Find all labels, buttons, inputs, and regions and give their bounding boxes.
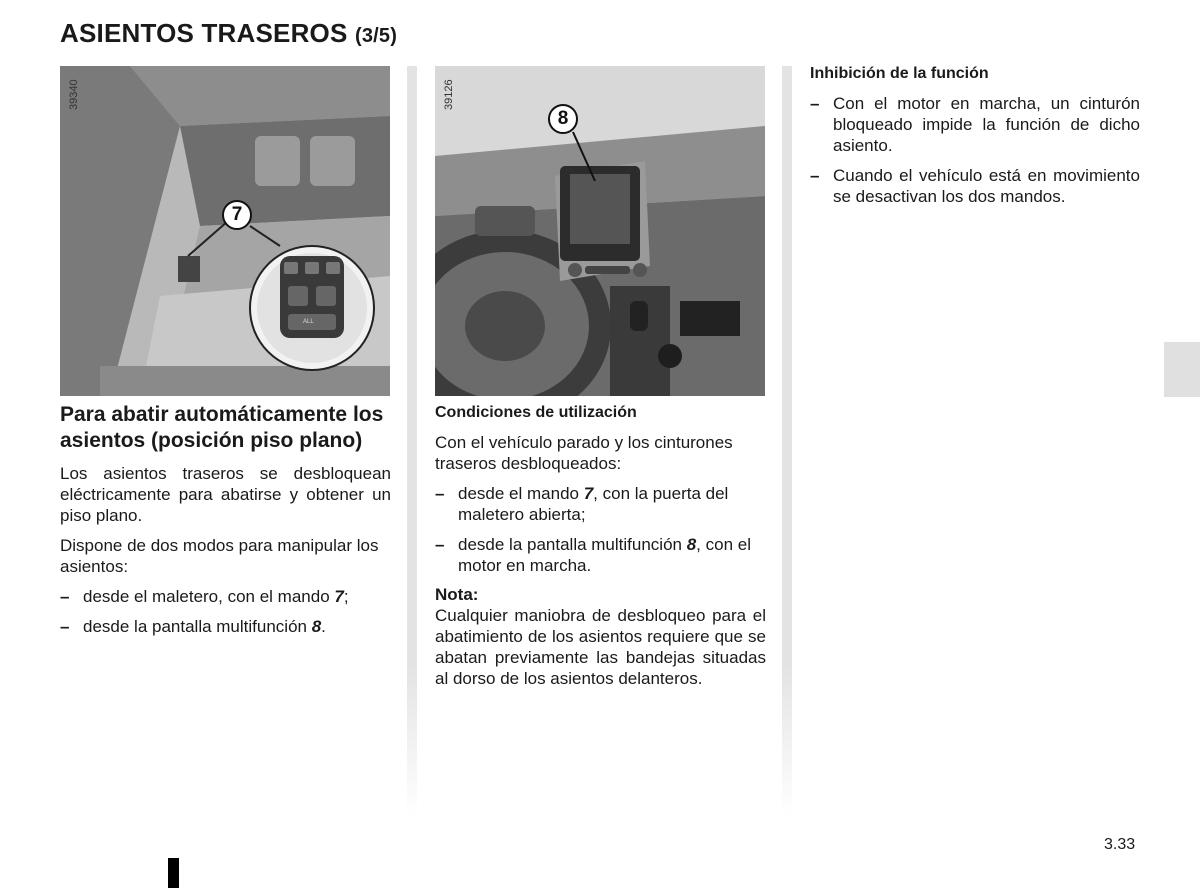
list-item-text: desde el maletero, con el mando <box>83 587 335 606</box>
inhibition-heading: Inhibición de la función <box>810 65 989 82</box>
inhibition-list <box>810 93 1140 207</box>
paragraph: Con el vehículo parado y los cinturones traseros desbloqueados: <box>435 433 733 473</box>
dashboard-figure <box>435 66 765 396</box>
section-tab <box>1164 342 1200 397</box>
list-item-end: , con el motor en marcha. <box>458 535 751 575</box>
right-column <box>810 63 1140 216</box>
page-title <box>60 18 397 49</box>
figure-number: 39126 <box>443 79 455 110</box>
page-number: 3.33 <box>1104 836 1136 853</box>
column-divider-right <box>782 66 792 816</box>
list-item <box>435 483 766 525</box>
list-item-end: . <box>321 617 326 636</box>
list-item-text: desde la pantalla multifunción <box>83 617 312 636</box>
figure-number: 39340 <box>68 79 80 110</box>
list-item <box>60 616 391 637</box>
list-item <box>435 534 766 576</box>
paragraph: Los asientos traseros se desbloquean eléctricamente para abatirse y obtener un piso plano. <box>60 464 391 525</box>
callout-7: 7 <box>222 200 252 230</box>
list-item-text: desde la pantalla multifunción <box>458 535 687 554</box>
page-title-text: ASIENTOS TRASEROS <box>60 18 348 48</box>
dash-mark: – <box>810 166 820 185</box>
list-item-end: , con la puerta del maletero abierta; <box>458 484 729 524</box>
left-column <box>60 402 391 646</box>
list-item-text: desde el mando <box>458 484 584 503</box>
edge-marker <box>168 858 179 888</box>
reference-number: 7 <box>583 484 594 503</box>
conditions-list <box>435 483 766 576</box>
note-text: Cualquier maniobra de desbloqueo para el abatimiento de los asientos requiere que se abatan previamente las bandejas situadas al dorso de los asientos delanteros. <box>435 606 766 688</box>
list-item-text: Cuando el vehículo está en movimiento se desactivan los dos mandos. <box>833 166 1140 206</box>
mode-list <box>60 586 391 637</box>
dash-mark: – <box>435 484 445 503</box>
middle-column <box>435 402 766 698</box>
reference-number: 8 <box>311 617 322 636</box>
callout-8-leader <box>435 66 765 396</box>
list-item <box>810 165 1140 207</box>
note-label: Nota: <box>435 585 479 604</box>
section-heading: Para abatir automáticamente los asientos (posición piso plano) <box>60 403 384 452</box>
dash-mark: – <box>435 535 445 554</box>
conditions-heading: Condiciones de utilización <box>435 404 637 421</box>
list-item <box>60 586 391 607</box>
all-switch-label: ALL <box>303 319 314 325</box>
page-title-suffix: (3/5) <box>354 25 398 47</box>
dash-mark: – <box>810 94 820 113</box>
dash-mark: – <box>60 617 70 636</box>
list-item-text: Con el motor en marcha, un cinturón bloqueado impide la función de dicho asiento. <box>833 94 1140 155</box>
callout-8: 8 <box>548 104 578 134</box>
reference-number: 8 <box>686 535 697 554</box>
list-item-end: ; <box>343 587 349 606</box>
trunk-figure <box>60 66 390 396</box>
trunk-illustration <box>60 66 390 396</box>
reference-number: 7 <box>334 587 344 606</box>
column-divider-left <box>407 66 417 816</box>
paragraph: Dispone de dos modos para manipular los asientos: <box>60 536 379 576</box>
dash-mark: – <box>60 587 70 606</box>
list-item <box>810 93 1140 156</box>
